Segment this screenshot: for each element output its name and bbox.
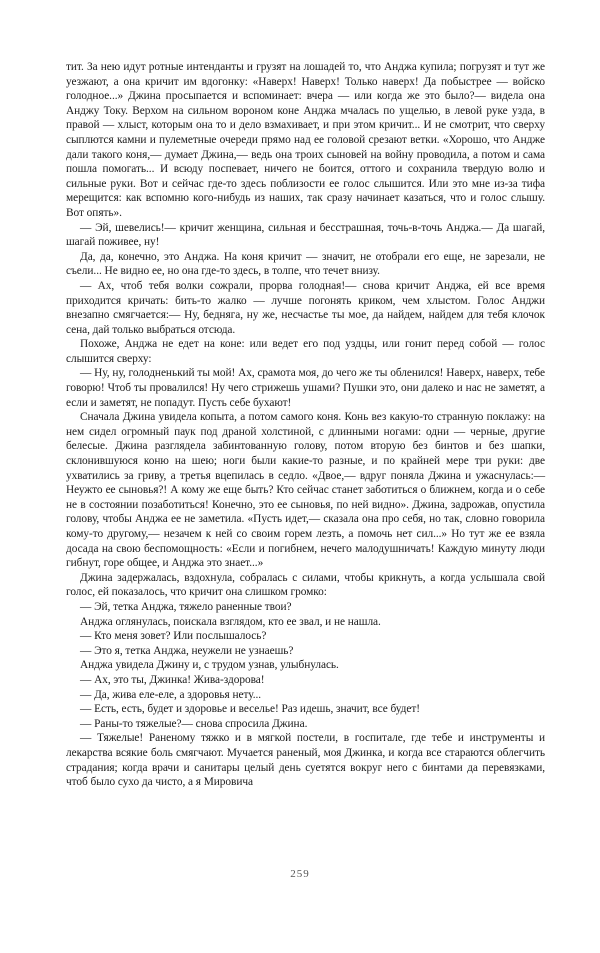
paragraph: — Ах, чтоб тебя волки сожрали, прорва голодная!— снова кричит Анджа, ей все время приходится кричать: бить-то жалко — лучше погонять криком, чем хлыстом. Голос Анджи внезапно смягчается:— Ну, бедняга, ну же, несчастье ты мое, да найдем, найдем для тебя клочок сена, дай только выбраться отсюда. — [66, 279, 545, 336]
paragraph: тит. За нею идут ротные интенданты и грузят на лошадей то, что Анджа купила; погрузят и тут же уезжают, а она кричит им вдогонку: «Наверх! Наверх! Только наверх! Да побыстрее — войско голодное...» Джина просыпается и вспоминает: вчера — или когда же это было?— видела она Анджу Току. Верхом на сильном вороном коне Анджа мчалась по ущелью, в левой руке узда, в правой — хлыст, которым она то и дело взмахивает, и при этом кричит... И не смотрит, что сверху сыплются камни и пулеметные очереди прямо над ее головой срезают ветки. «Хорошо, что Андже дали такого коня,— думает Джина,— ведь она троих сыновей на войну проводила, а потом и сама пошла помогать... И всюду поспевает, ничего не боится, оттого и сохранила твердую волю и сильные руки. Вот и сейчас где-то здесь поблизости ее голос слышится. Или это мне из-за тифа мерещится: как вспомню кого-нибудь из наших, так сразу начинает казаться, что и голос слышу. Вот опять». — [66, 61, 545, 219]
paragraph: — Да, жива еле-еле, а здоровья нету... — [80, 688, 262, 701]
paragraph: Анджа оглянулась, поискала взглядом, кто ее звал, и не нашла. — [80, 615, 381, 628]
paragraph: — Тяжелые! Раненому тяжко и в мягкой постели, в госпитале, где тебе и инструменты и лекарства всякие боль смягчают. Мучается раненый, моя Джинка, и когда все стараются облегчить страдания; когда врачи и санитары целый день суетятся вокруг него с бинтами да перевязками, чтоб было сухо да чисто, а я Мировича — [66, 732, 545, 789]
paragraph: — Есть, есть, будет и здоровье и веселье! Раз идешь, значит, все будет! — [80, 703, 420, 716]
paragraph: Да, да, конечно, это Анджа. На коня кричит — значит, не отобрали его еще, не зарезали, не съели... Не видно ее, но она где-то здесь, в толпе, что течет внизу. — [66, 250, 545, 278]
paragraph: Похоже, Анджа не едет на коне: или ведет его под уздцы, или гонит перед собой — голос слышится сверху: — [66, 338, 545, 365]
paragraph: Анджа увидела Джину и, с трудом узнав, улыбнулась. — [80, 659, 339, 672]
body-text — [66, 60, 545, 790]
paragraph: — Эй, тетка Анджа, тяжело раненные твои? — [80, 600, 292, 613]
paragraph: Сначала Джина увидела копыта, а потом самого коня. Конь вез какую-то странную поклажу: на нем сидел огромный паук под драной холстиной, с длинными ногами: одни — черные, другие белесые. Джина разглядела забинтованную голову, потом вторую без бинтов и без шапки, склонившуюся коню на шею; ноги были какие-то разные, и по крайней мере три руки: две ухватились за гриву, а третья вцепилась в седло. «Двое,— вдруг поняла Джина и ужаснулась:— Неужто ее сыновья?! А кому же еще быть? Кто сейчас станет заботиться о ближнем, когда и о себе не в состоянии позаботиться! Конечно, это ее сыновья, по ней видно». Джина, задрожав, опустила голову, чтобы Анджа ее не заметила. «Пусть идет,— сказала она про себя, но так, словно говорила кому-то другому,— незачем к ней со своим горем лезть, а помочь нет сил...» Но тут же ее взяла досада на свою беспомощность: «Если и погибнем, нечего малодушничать! Каждую минуту люди гибнут, горе общее, и Анджа это знает...» — [66, 411, 545, 570]
paragraph: — Раны-то тяжелые?— снова спросила Джина. — [80, 717, 308, 730]
paragraph: — Кто меня зовет? Или послышалось? — [80, 630, 267, 643]
paragraph: — Ну, ну, голодненький ты мой! Ах, срамота моя, до чего же ты обленился! Наверх, наверх, тебе говорю! Чтоб ты провалился! Ну чего стрижешь ушами? Пушки это, они далеко и нас не заметят, а если и заметят, не попадут. Пусть себе бухают! — [66, 367, 545, 409]
paragraph: Джина задержалась, вздохнула, собралась с силами, чтобы крикнуть, а когда услышала свой голос, ей показалось, что кричит она слишком громко: — [66, 571, 545, 599]
paragraph: — Это я, тетка Анджа, неужели не узнаешь? — [80, 644, 294, 657]
page-number: 259 — [290, 868, 310, 880]
paragraph: — Ах, это ты, Джинка! Жива-здорова! — [80, 673, 265, 686]
paragraph: — Эй, шевелись!— кричит женщина, сильная и бесстрашная, точь-в-точь Анджа.— Да шагай, шагай поживее, ну! — [66, 221, 545, 249]
